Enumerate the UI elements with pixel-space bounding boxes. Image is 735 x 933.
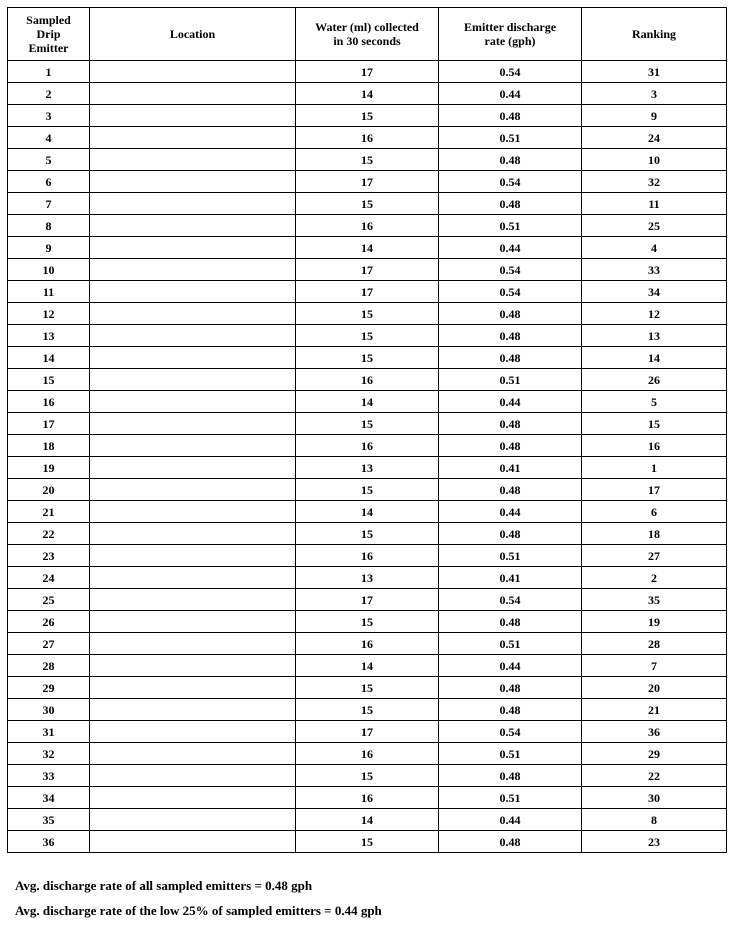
header-line: Emitter discharge: [463, 20, 557, 34]
cell-discharge-gph: 0.44: [439, 501, 582, 523]
cell-location: [90, 831, 296, 853]
cell-location: [90, 743, 296, 765]
table-row: [8, 127, 727, 149]
cell-emitter-number: 33: [8, 765, 90, 787]
cell-location: [90, 765, 296, 787]
cell-water-ml: 13: [296, 567, 439, 589]
cell-emitter-number: 32: [8, 743, 90, 765]
cell-location: [90, 193, 296, 215]
avg-discharge-low-25: Avg. discharge rate of the low 25% of sampled emitters = 0.44 gph: [15, 903, 382, 918]
table-row: [8, 809, 727, 831]
table-row: [8, 149, 727, 171]
cell-location: [90, 281, 296, 303]
header-location: [90, 8, 296, 61]
cell-water-ml: 15: [296, 699, 439, 721]
cell-water-ml: 14: [296, 655, 439, 677]
cell-discharge-gph: 0.44: [439, 237, 582, 259]
cell-ranking: 16: [582, 435, 727, 457]
table-row: [8, 567, 727, 589]
cell-emitter-number: 14: [8, 347, 90, 369]
cell-water-ml: 15: [296, 413, 439, 435]
cell-emitter-number: 23: [8, 545, 90, 567]
cell-discharge-gph: 0.48: [439, 699, 582, 721]
table-row: [8, 347, 727, 369]
cell-ranking: 23: [582, 831, 727, 853]
cell-ranking: 26: [582, 369, 727, 391]
cell-water-ml: 17: [296, 589, 439, 611]
table-row: [8, 391, 727, 413]
cell-discharge-gph: 0.48: [439, 831, 582, 853]
cell-location: [90, 83, 296, 105]
cell-emitter-number: 1: [8, 61, 90, 83]
cell-location: [90, 699, 296, 721]
header-line: rate (gph): [484, 34, 536, 48]
cell-location: [90, 677, 296, 699]
cell-water-ml: 16: [296, 435, 439, 457]
cell-emitter-number: 22: [8, 523, 90, 545]
header-water-collected: [296, 8, 439, 61]
cell-discharge-gph: 0.54: [439, 61, 582, 83]
cell-water-ml: 15: [296, 765, 439, 787]
cell-location: [90, 589, 296, 611]
table-row: [8, 721, 727, 743]
cell-emitter-number: 9: [8, 237, 90, 259]
cell-water-ml: 17: [296, 281, 439, 303]
cell-discharge-gph: 0.54: [439, 721, 582, 743]
cell-water-ml: 15: [296, 303, 439, 325]
cell-ranking: 3: [582, 83, 727, 105]
table-row: [8, 765, 727, 787]
cell-discharge-gph: 0.44: [439, 391, 582, 413]
emitter-table: [7, 7, 727, 853]
cell-water-ml: 14: [296, 83, 439, 105]
cell-water-ml: 14: [296, 391, 439, 413]
cell-emitter-number: 21: [8, 501, 90, 523]
table-row: [8, 699, 727, 721]
cell-emitter-number: 19: [8, 457, 90, 479]
cell-discharge-gph: 0.48: [439, 413, 582, 435]
cell-location: [90, 457, 296, 479]
header-line: Water (ml) collected: [315, 20, 419, 34]
cell-water-ml: 14: [296, 237, 439, 259]
table-row: [8, 413, 727, 435]
cell-ranking: 33: [582, 259, 727, 281]
cell-discharge-gph: 0.51: [439, 633, 582, 655]
cell-location: [90, 567, 296, 589]
table-row: [8, 655, 727, 677]
cell-discharge-gph: 0.48: [439, 347, 582, 369]
cell-water-ml: 17: [296, 259, 439, 281]
table-row: [8, 633, 727, 655]
cell-water-ml: 17: [296, 721, 439, 743]
avg-discharge-all: Avg. discharge rate of all sampled emitters = 0.48 gph: [15, 878, 313, 893]
cell-water-ml: 14: [296, 809, 439, 831]
cell-ranking: 12: [582, 303, 727, 325]
cell-emitter-number: 10: [8, 259, 90, 281]
cell-location: [90, 259, 296, 281]
cell-ranking: 36: [582, 721, 727, 743]
cell-discharge-gph: 0.48: [439, 611, 582, 633]
cell-discharge-gph: 0.44: [439, 83, 582, 105]
cell-ranking: 25: [582, 215, 727, 237]
cell-discharge-gph: 0.51: [439, 787, 582, 809]
cell-location: [90, 413, 296, 435]
table-row: [8, 61, 727, 83]
cell-water-ml: 15: [296, 325, 439, 347]
cell-emitter-number: 8: [8, 215, 90, 237]
cell-ranking: 6: [582, 501, 727, 523]
table-row: [8, 369, 727, 391]
cell-ranking: 9: [582, 105, 727, 127]
cell-ranking: 15: [582, 413, 727, 435]
cell-water-ml: 13: [296, 457, 439, 479]
cell-discharge-gph: 0.48: [439, 523, 582, 545]
cell-location: [90, 523, 296, 545]
cell-emitter-number: 7: [8, 193, 90, 215]
cell-emitter-number: 26: [8, 611, 90, 633]
cell-discharge-gph: 0.48: [439, 303, 582, 325]
cell-discharge-gph: 0.48: [439, 193, 582, 215]
header-sampled-drip-emitter: [8, 8, 90, 61]
cell-discharge-gph: 0.54: [439, 281, 582, 303]
cell-location: [90, 105, 296, 127]
cell-ranking: 22: [582, 765, 727, 787]
cell-discharge-gph: 0.48: [439, 435, 582, 457]
cell-water-ml: 16: [296, 127, 439, 149]
cell-ranking: 5: [582, 391, 727, 413]
cell-emitter-number: 34: [8, 787, 90, 809]
cell-location: [90, 325, 296, 347]
header-line: Sampled: [26, 13, 71, 27]
cell-ranking: 8: [582, 809, 727, 831]
cell-emitter-number: 20: [8, 479, 90, 501]
cell-ranking: 2: [582, 567, 727, 589]
cell-location: [90, 171, 296, 193]
cell-ranking: 11: [582, 193, 727, 215]
cell-emitter-number: 29: [8, 677, 90, 699]
cell-emitter-number: 15: [8, 369, 90, 391]
cell-emitter-number: 12: [8, 303, 90, 325]
cell-ranking: 20: [582, 677, 727, 699]
cell-ranking: 31: [582, 61, 727, 83]
cell-location: [90, 501, 296, 523]
cell-location: [90, 237, 296, 259]
cell-discharge-gph: 0.44: [439, 655, 582, 677]
cell-water-ml: 14: [296, 501, 439, 523]
cell-emitter-number: 17: [8, 413, 90, 435]
cell-discharge-gph: 0.51: [439, 545, 582, 567]
table-row: [8, 457, 727, 479]
cell-ranking: 18: [582, 523, 727, 545]
table-row: [8, 105, 727, 127]
table-row: [8, 325, 727, 347]
header-line: Drip: [36, 27, 61, 41]
cell-ranking: 28: [582, 633, 727, 655]
cell-discharge-gph: 0.54: [439, 589, 582, 611]
cell-ranking: 10: [582, 149, 727, 171]
cell-location: [90, 721, 296, 743]
cell-emitter-number: 6: [8, 171, 90, 193]
cell-ranking: 27: [582, 545, 727, 567]
cell-location: [90, 809, 296, 831]
table-row: [8, 677, 727, 699]
table-row: [8, 831, 727, 853]
table-row: [8, 501, 727, 523]
cell-water-ml: 15: [296, 479, 439, 501]
cell-emitter-number: 36: [8, 831, 90, 853]
cell-location: [90, 655, 296, 677]
cell-location: [90, 391, 296, 413]
cell-water-ml: 15: [296, 677, 439, 699]
cell-emitter-number: 3: [8, 105, 90, 127]
cell-emitter-number: 30: [8, 699, 90, 721]
cell-ranking: 32: [582, 171, 727, 193]
table-row: [8, 589, 727, 611]
cell-emitter-number: 16: [8, 391, 90, 413]
table-header-row: [8, 8, 727, 61]
cell-discharge-gph: 0.51: [439, 127, 582, 149]
cell-water-ml: 15: [296, 347, 439, 369]
cell-discharge-gph: 0.51: [439, 369, 582, 391]
cell-water-ml: 17: [296, 61, 439, 83]
cell-discharge-gph: 0.41: [439, 567, 582, 589]
cell-emitter-number: 24: [8, 567, 90, 589]
table-row: [8, 303, 727, 325]
table-row: [8, 479, 727, 501]
table-row: [8, 743, 727, 765]
cell-location: [90, 787, 296, 809]
cell-ranking: 13: [582, 325, 727, 347]
cell-water-ml: 16: [296, 545, 439, 567]
header-line: in 30 seconds: [333, 34, 401, 48]
cell-discharge-gph: 0.54: [439, 171, 582, 193]
cell-discharge-gph: 0.48: [439, 325, 582, 347]
cell-location: [90, 633, 296, 655]
cell-ranking: 17: [582, 479, 727, 501]
cell-emitter-number: 2: [8, 83, 90, 105]
cell-location: [90, 127, 296, 149]
table-row: [8, 281, 727, 303]
cell-water-ml: 17: [296, 171, 439, 193]
table-row: [8, 171, 727, 193]
header-discharge-rate: [439, 8, 582, 61]
cell-location: [90, 215, 296, 237]
cell-discharge-gph: 0.48: [439, 677, 582, 699]
header-line: Ranking: [631, 27, 677, 41]
cell-water-ml: 16: [296, 787, 439, 809]
cell-ranking: 4: [582, 237, 727, 259]
table-row: [8, 83, 727, 105]
table-row: [8, 523, 727, 545]
cell-emitter-number: 18: [8, 435, 90, 457]
header-line: Emitter: [28, 41, 69, 55]
cell-emitter-number: 27: [8, 633, 90, 655]
cell-ranking: 35: [582, 589, 727, 611]
cell-discharge-gph: 0.54: [439, 259, 582, 281]
cell-ranking: 34: [582, 281, 727, 303]
cell-water-ml: 15: [296, 523, 439, 545]
cell-ranking: 30: [582, 787, 727, 809]
cell-location: [90, 479, 296, 501]
cell-emitter-number: 28: [8, 655, 90, 677]
cell-discharge-gph: 0.51: [439, 743, 582, 765]
table-row: [8, 237, 727, 259]
cell-discharge-gph: 0.48: [439, 479, 582, 501]
cell-emitter-number: 4: [8, 127, 90, 149]
table-row: [8, 435, 727, 457]
table-row: [8, 215, 727, 237]
cell-ranking: 29: [582, 743, 727, 765]
table-row: [8, 787, 727, 809]
cell-discharge-gph: 0.51: [439, 215, 582, 237]
cell-water-ml: 16: [296, 369, 439, 391]
cell-emitter-number: 31: [8, 721, 90, 743]
cell-ranking: 24: [582, 127, 727, 149]
cell-location: [90, 303, 296, 325]
cell-location: [90, 369, 296, 391]
cell-water-ml: 15: [296, 193, 439, 215]
cell-discharge-gph: 0.48: [439, 105, 582, 127]
cell-water-ml: 15: [296, 105, 439, 127]
header-line: Location: [169, 27, 216, 41]
cell-discharge-gph: 0.41: [439, 457, 582, 479]
cell-location: [90, 545, 296, 567]
table-row: [8, 259, 727, 281]
cell-ranking: 14: [582, 347, 727, 369]
cell-location: [90, 435, 296, 457]
cell-water-ml: 15: [296, 831, 439, 853]
cell-water-ml: 16: [296, 633, 439, 655]
cell-water-ml: 15: [296, 611, 439, 633]
cell-water-ml: 16: [296, 215, 439, 237]
cell-emitter-number: 5: [8, 149, 90, 171]
cell-discharge-gph: 0.44: [439, 809, 582, 831]
cell-location: [90, 61, 296, 83]
cell-location: [90, 611, 296, 633]
header-ranking: [582, 8, 727, 61]
table-body: [8, 61, 727, 853]
table-row: [8, 545, 727, 567]
cell-water-ml: 15: [296, 149, 439, 171]
cell-water-ml: 16: [296, 743, 439, 765]
cell-emitter-number: 11: [8, 281, 90, 303]
cell-emitter-number: 35: [8, 809, 90, 831]
cell-ranking: 21: [582, 699, 727, 721]
table-row: [8, 611, 727, 633]
cell-ranking: 1: [582, 457, 727, 479]
cell-ranking: 7: [582, 655, 727, 677]
cell-emitter-number: 13: [8, 325, 90, 347]
cell-emitter-number: 25: [8, 589, 90, 611]
table-row: [8, 193, 727, 215]
cell-location: [90, 149, 296, 171]
cell-discharge-gph: 0.48: [439, 765, 582, 787]
cell-ranking: 19: [582, 611, 727, 633]
cell-location: [90, 347, 296, 369]
cell-discharge-gph: 0.48: [439, 149, 582, 171]
